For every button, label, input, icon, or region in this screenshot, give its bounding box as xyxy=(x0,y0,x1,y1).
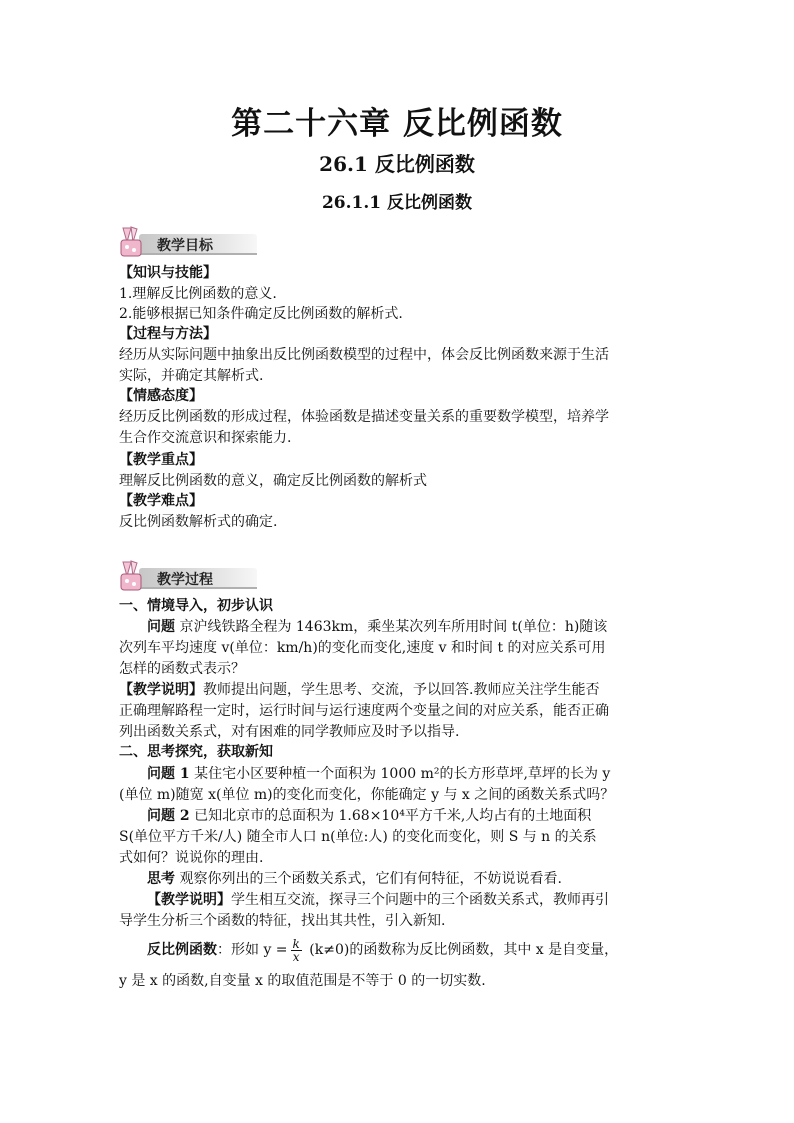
pencil-cup-icon xyxy=(117,560,157,594)
note-2-line-2: 导学生分析三个函数的特征，找出其共性，引入新知. xyxy=(119,913,446,929)
chapter-title: 第二十六章 反比例函数 xyxy=(231,106,563,142)
process-method-line-2: 实际，并确定其解析式. xyxy=(119,368,264,384)
problem-1-line-2: (单位 m)随宽 x(单位 m)的变化而变化，你能确定 y 与 x 之间的函数关系式吗？ xyxy=(119,787,615,803)
problem-line-2: 次列车平均速度 v(单位：km/h)的变化而变化,速度 v 和时间 t 的对应关系可用 xyxy=(119,640,606,656)
problem-2-line-1: 问题 2 已知北京市的总面积为 1.68×10⁴平方千米,人均占有的土地面积 xyxy=(147,808,592,824)
banner-label: 教学过程 xyxy=(157,572,213,588)
note-label: 【教学说明】 xyxy=(147,892,231,908)
difficulty-line: 反比例函数解析式的确定. xyxy=(119,514,278,530)
knowledge-line-1: 1.理解反比例函数的意义. xyxy=(119,286,277,302)
problem-2-line-3: 式如何？说说你的理由. xyxy=(119,850,264,866)
definition-label: 反比例函数 xyxy=(147,942,217,958)
problem-2-label: 问题 2 xyxy=(147,808,190,824)
subsection-title: 26.1.1 反比例函数 xyxy=(321,193,473,213)
process-method-heading: 【过程与方法】 xyxy=(119,326,217,342)
pencil-cup-icon xyxy=(117,226,157,260)
teaching-goals-banner xyxy=(117,226,257,260)
think-label: 思考 xyxy=(147,871,175,887)
problem-line-1: 问题 京沪线铁路全程为 1463km，乘坐某次列车所用时间 t(单位：h)随该 xyxy=(147,619,608,635)
problem-line-3: 怎样的函数式表示？ xyxy=(119,661,245,677)
problem-label: 问题 xyxy=(147,619,175,635)
banner-label: 教学目标 xyxy=(157,238,213,254)
key-point-heading: 【教学重点】 xyxy=(119,452,203,468)
section-2-title: 二、思考探究，获取新知 xyxy=(119,744,273,760)
knowledge-line-2: 2.能够根据已知条件确定反比例函数的解析式. xyxy=(119,306,403,322)
teaching-process-banner xyxy=(117,560,257,594)
note-1-line-3: 列出函数关系式，对有困难的同学教师应及时予以指导. xyxy=(119,724,460,740)
emotion-line-2: 生合作交流意识和探索能力. xyxy=(119,430,292,446)
process-method-line-1: 经历从实际问题中抽象出反比例函数模型的过程中，体会反比例函数来源于生活 xyxy=(119,347,609,363)
note-2-line-1: 【教学说明】学生相互交流，探寻三个问题中的三个函数关系式，教师再引 xyxy=(147,892,609,908)
section-title: 26.1 反比例函数 xyxy=(319,152,475,176)
key-point-line: 理解反比例函数的意义，确定反比例函数的解析式 xyxy=(119,473,427,489)
difficulty-heading: 【教学难点】 xyxy=(119,493,203,509)
knowledge-heading: 【知识与技能】 xyxy=(119,265,217,281)
emotion-heading: 【情感态度】 xyxy=(119,388,203,404)
problem-1-line-1: 问题 1 某住宅小区要种植一个面积为 1000 m²的长方形草坪,草坪的长为 y xyxy=(147,766,611,782)
problem-1-label: 问题 1 xyxy=(147,766,190,782)
emotion-line-1: 经历反比例函数的形成过程，体验函数是描述变量关系的重要数学模型，培养学 xyxy=(119,409,609,425)
note-1-line-2: 正确理解路程一定时，运行时间与运行速度两个变量之间的对应关系，能否正确 xyxy=(119,703,609,719)
definition-line-2: y 是 x 的函数,自变量 x 的取值范围是不等于 0 的一切实数. xyxy=(119,973,486,989)
problem-2-line-2: S(单位平方千米/人) 随全市人口 n(单位:人) 的变化而变化，则 S 与 n 的关系 xyxy=(119,829,597,845)
definition-line-1: 反比例函数：形如 y = $\frac{k}{x}$ (k≠0)的函数称为反比例函数，其中 x 是自变量， xyxy=(147,936,619,964)
section-1-title: 一、情境导入，初步认识 xyxy=(119,598,273,614)
note-label: 【教学说明】 xyxy=(119,682,203,698)
note-1-line-1: 【教学说明】教师提出问题，学生思考、交流，予以回答.教师应关注学生能否 xyxy=(119,682,600,698)
think-line: 思考 观察你列出的三个函数关系式，它们有何特征，不妨说说看看. xyxy=(147,871,562,887)
fraction-k-over-x: $\frac{k}{x}$ xyxy=(292,936,300,964)
